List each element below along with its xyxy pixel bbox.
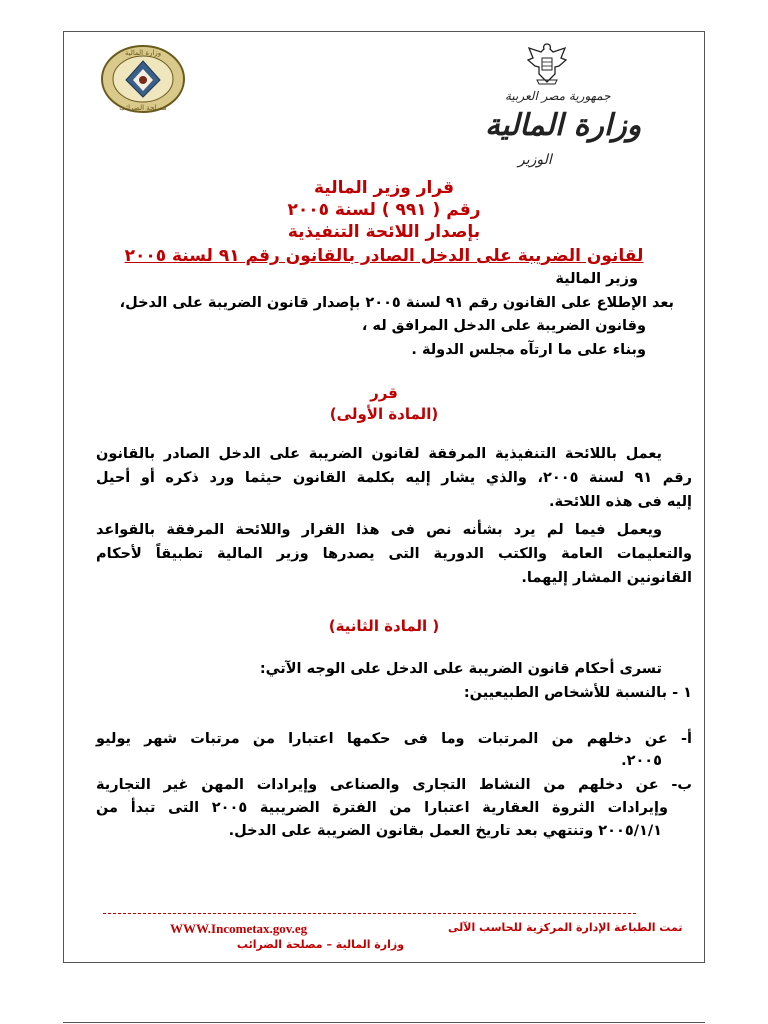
article1-para1-line: إليه فى هذه اللائحة. [548,494,692,510]
seal-text-top: وزارة المالية [124,49,162,57]
footer-website-link[interactable]: WWW.Incometax.gov.eg [170,921,308,936]
ministry-calligraphy: وزارة المالية [485,108,642,143]
decree-title: قرار وزير المالية [313,178,455,198]
republic-calligraphy: جمهورية مصر العربية [505,89,611,103]
article2-item-a-line: ٢٠٠٥. [621,753,662,769]
article1-para2-line: ويعمل فيما لم يرد بشأنه نص فى هذا القرار واللائحة المرفقة بالقواعد [96,522,662,538]
preamble-line: وبناء على ما ارتآه مجلس الدولة . [411,342,646,358]
decree-law-reference: لقانون الضريبة على الدخل الصادر بالقانون رقم ٩١ لسنة ٢٠٠٥ [124,246,644,266]
article1-para1-line: رقم ٩١ لسنة ٢٠٠٥، والذي يشار إليه بكلمة القانون حيثما ورد ذكره أو أحيل [96,470,692,486]
eagle-emblem-icon [525,40,569,86]
minister-calligraphy: الوزير [518,152,552,168]
article1-heading: (المادة الأولى) [329,405,439,423]
preamble-line: بعد الإطلاع على القانون رقم ٩١ لسنة ٢٠٠٥ بإصدار قانون الضريبة على الدخل، [119,295,674,311]
seal-text-bottom: مصلحة الضرائب [119,104,167,112]
article1-para1-line: يعمل باللائحة التنفيذية المرفقة لقانون الضريبة على الدخل الصادر بالقانون [96,446,662,462]
footer-rule [103,913,636,914]
article2-intro: تسرى أحكام قانون الضريبة على الدخل على الوجه الآتي: [259,661,662,677]
preamble-line: وزير المالية [555,271,638,287]
article1-para2-line: والتعليمات العامة والكتب الدورية التى يصدرها وزير المالية تطبيقاً لأحكام [96,546,692,562]
article2-item-a-line: أ- عن دخلهم من المرتبات وما فى حكمها اعتبارا من مرتبات شهر يوليو [96,731,692,747]
footer-printing-dept: تمت الطباعة الإدارة المركزية للحاسب الآلى [448,921,683,934]
preamble-line: وقانون الضريبة على الدخل المرافق له ، [361,318,646,334]
bottom-rule [63,1022,705,1023]
article2-item-b-line: وإيرادات الثروة العقارية اعتبارا من الفترة الضريبية ٢٠٠٥ التى تبدأ من [96,800,668,816]
article2-item1: ١ - بالنسبة للأشخاص الطبيعيين: [463,685,692,701]
ministry-seal-logo [100,44,186,114]
article1-para2-line: القانونين المشار إليهما. [521,570,692,586]
article2-item-b-line: ٢٠٠٥/١/١ وتنتهي بعد تاريخ العمل بقانون الضريبة على الدخل. [228,823,662,839]
decree-number: رقم ( ٩٩١ ) لسنة ٢٠٠٥ [287,200,481,220]
article2-heading: ( المادة الثانية) [328,617,440,635]
article2-item-b-line: ب- عن دخلهم من النشاط التجارى والصناعى وإيرادات المهن غير التجارية [96,777,692,793]
footer-ministry: وزارة المالية – مصلحة الضرائب [236,938,405,951]
decree-subject: بإصدار اللائحة التنفيذية [287,222,481,242]
decided-heading: قرر [370,384,398,402]
